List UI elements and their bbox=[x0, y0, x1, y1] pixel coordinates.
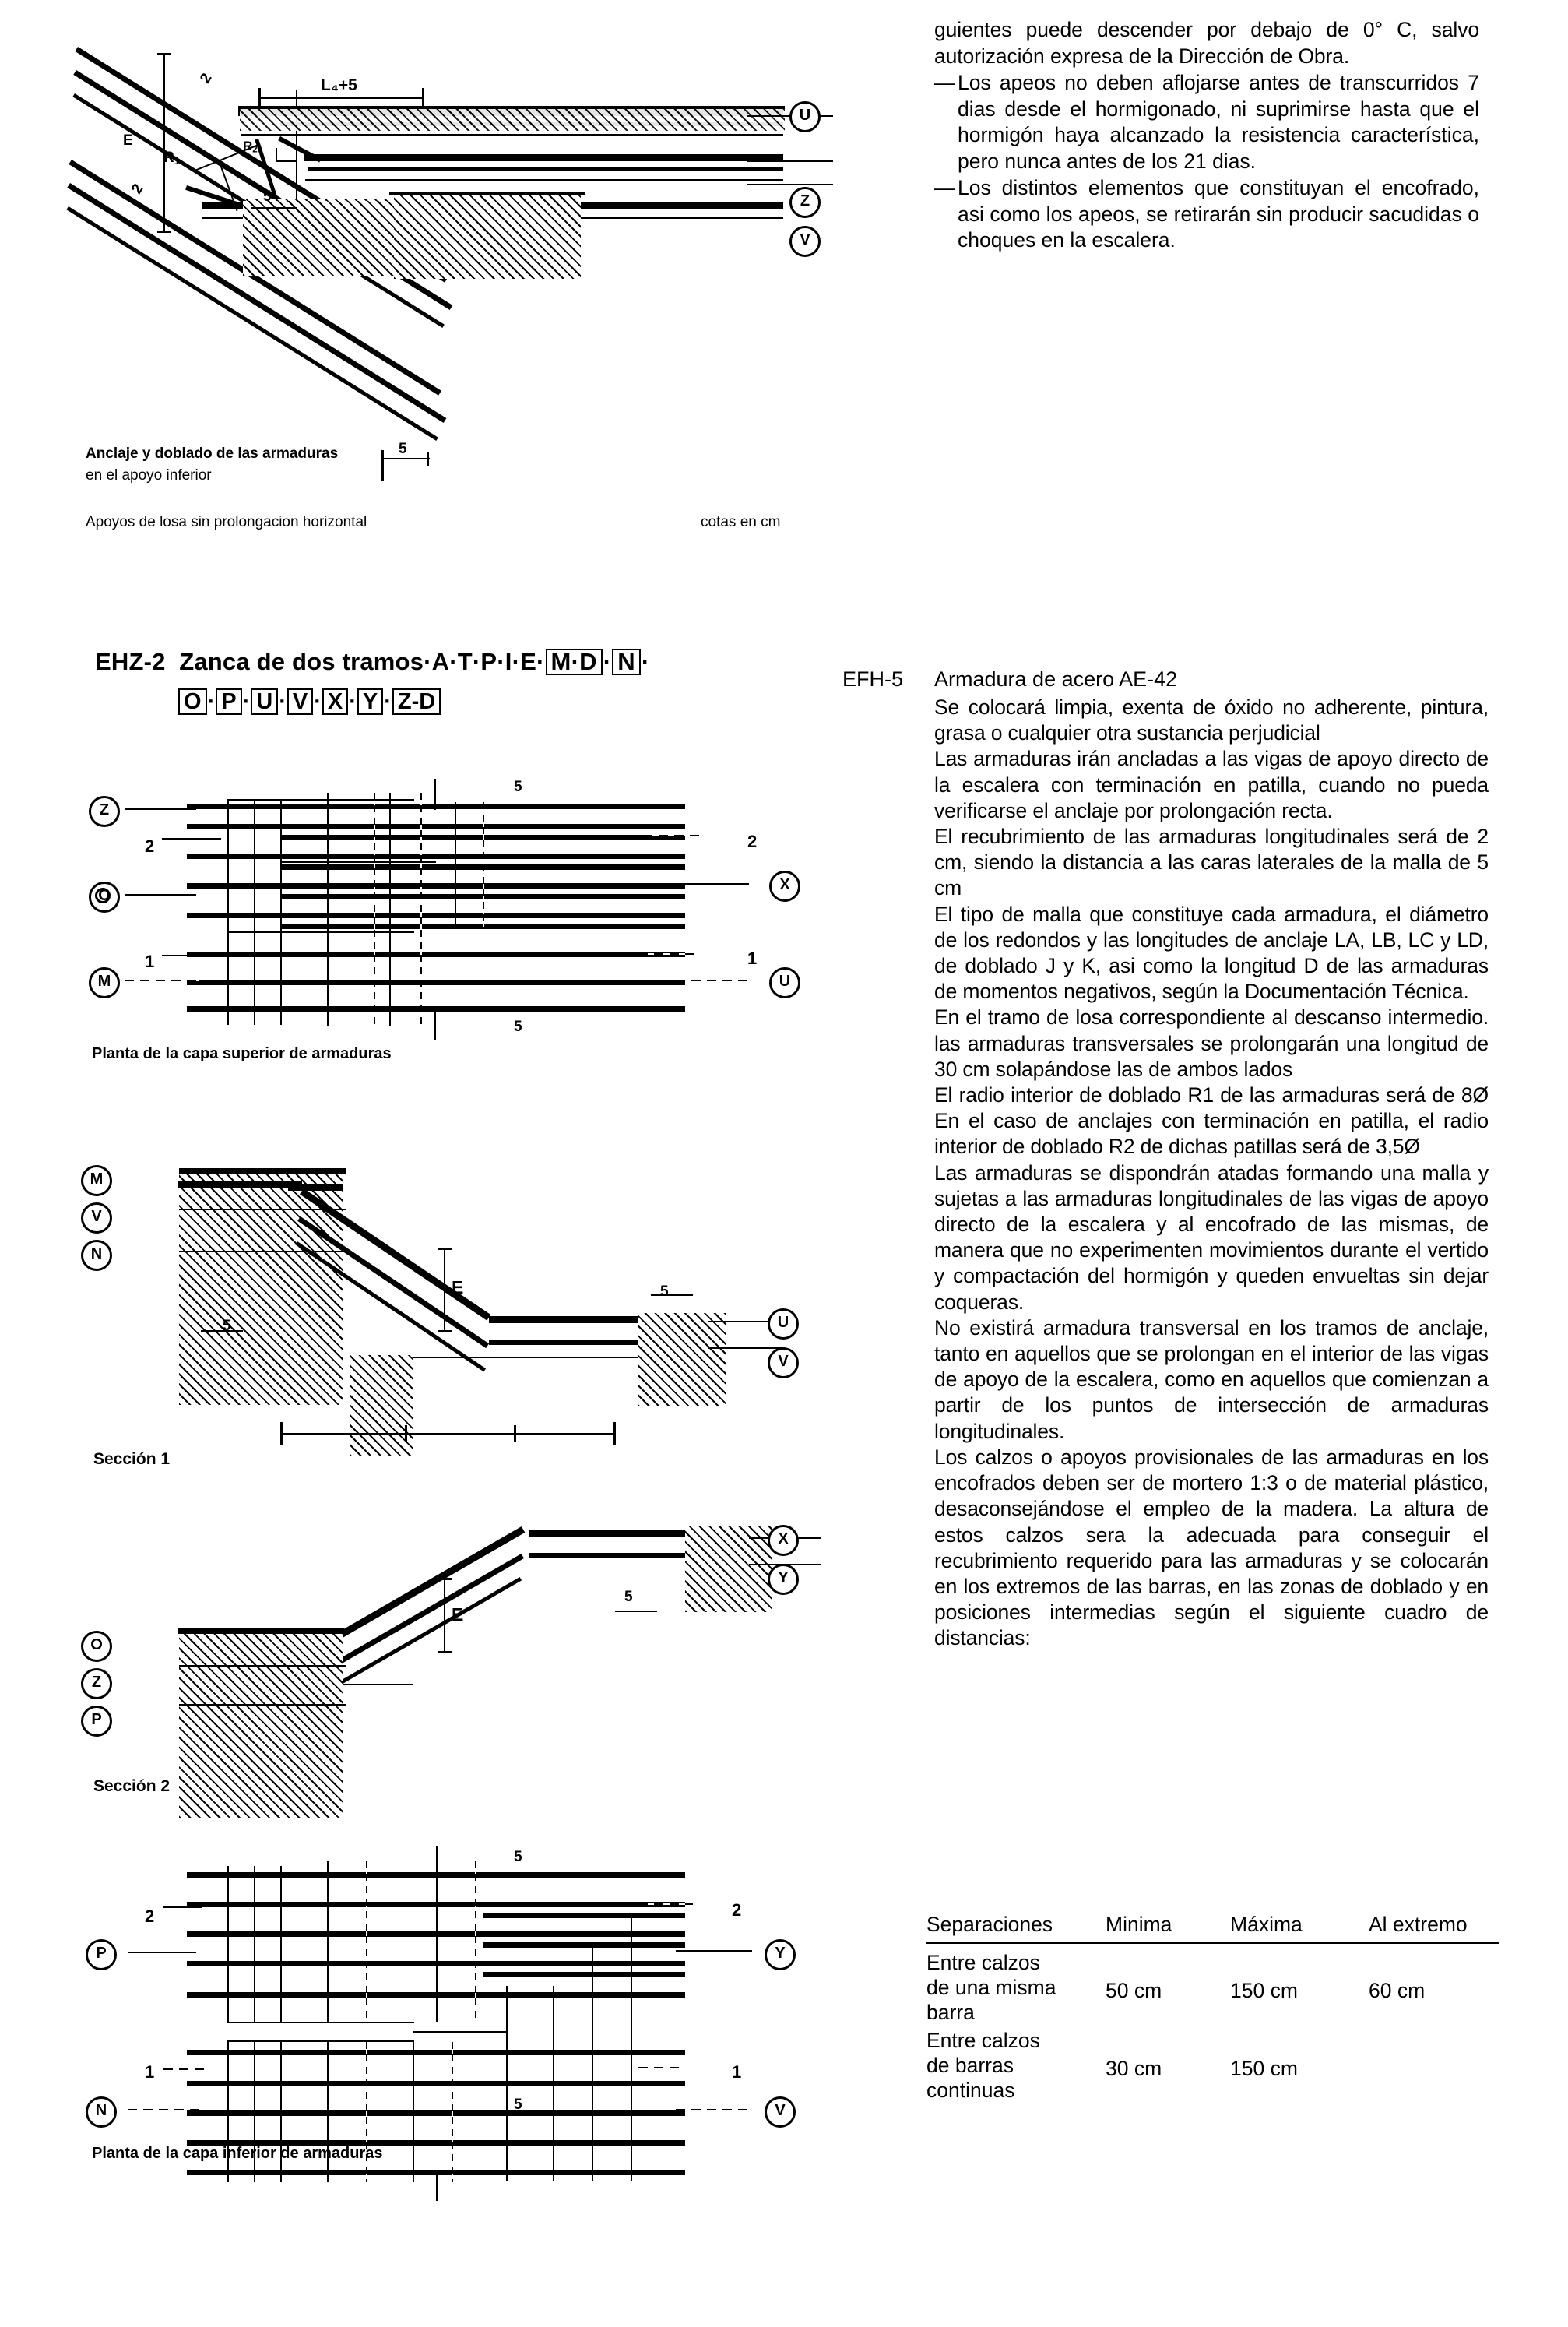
spec-body bbox=[934, 695, 1489, 1652]
caption-section-1: Sección 1 bbox=[93, 1450, 171, 1468]
table-rule bbox=[926, 1942, 1499, 1944]
marker-V-section1-right: V bbox=[768, 1347, 799, 1378]
spec-heading bbox=[842, 666, 1489, 692]
section-code: EHZ-2 bbox=[95, 648, 166, 675]
boxed-N: N bbox=[612, 649, 641, 675]
table-cell-minima: 30 cm bbox=[1106, 2057, 1162, 2080]
R1-subscript: 1 bbox=[174, 154, 180, 167]
label-line: Entre calzos bbox=[926, 2029, 1040, 2052]
table-row bbox=[926, 1950, 1518, 2025]
table-row bbox=[926, 2028, 1518, 2103]
caption-dim-5: 5 bbox=[399, 441, 407, 457]
table-header-separaciones: Separaciones bbox=[926, 1913, 1053, 1936]
caption-dim-rule bbox=[381, 458, 430, 459]
table-header-minima: Minima bbox=[1106, 1913, 1172, 1936]
support-top-edge bbox=[389, 192, 585, 195]
table-cell-minima: 50 cm bbox=[1106, 1979, 1162, 2002]
boxed-X: X bbox=[322, 688, 348, 715]
bullet-item bbox=[934, 70, 1479, 174]
plan-lower-number-1-right: 1 bbox=[732, 2062, 742, 2082]
bullet-item bbox=[934, 175, 1479, 254]
table-cell-al-extremo bbox=[1369, 2028, 1501, 2103]
spec-block bbox=[842, 666, 1489, 1652]
label-line: de una misma bbox=[926, 1976, 1056, 1999]
boxed-V: V bbox=[287, 688, 313, 715]
spec-paragraph: El recubrimiento de las armaduras longitudinales será de 2 cm, siendo la distancia a las caras laterales de la malla de 5 cm bbox=[934, 825, 1489, 900]
R2-subscript: 2 bbox=[252, 145, 258, 155]
dot-sep: · bbox=[603, 648, 612, 675]
section-2-label-E: E bbox=[452, 1604, 464, 1625]
label-line: barra bbox=[926, 2001, 975, 2024]
plan-upper-dim-5-bottom: 5 bbox=[514, 1019, 522, 1035]
boxed-U: U bbox=[251, 688, 278, 715]
section-1-label-E: E bbox=[452, 1277, 464, 1297]
dim-label-2-bottom: 2 bbox=[128, 181, 147, 197]
dim-label-span: L₄+5 bbox=[321, 76, 357, 94]
spec-paragraph: En el tramo de losa correspondiente al descanso intermedio. las armaduras transversales se prolongarán una longitud de 30 cm solapándose las de ambos lados bbox=[934, 1005, 1489, 1081]
boxed-Y: Y bbox=[357, 688, 383, 715]
lower-plan-drawing bbox=[93, 1869, 825, 2126]
marker-Z-plan-upper: Z bbox=[89, 796, 120, 827]
table-header-al-extremo: Al extremo bbox=[1369, 1913, 1468, 1936]
dim-label-5a: 5 bbox=[263, 188, 272, 205]
section-1-dim-5-right: 5 bbox=[660, 1283, 669, 1300]
marker-X-plan-upper: X bbox=[769, 871, 800, 902]
R2-letter: R bbox=[243, 139, 253, 153]
marker-Y-plan-lower: Y bbox=[765, 1939, 796, 1970]
dim-label-R1 bbox=[163, 150, 180, 167]
dot-b: · bbox=[242, 689, 251, 714]
plan-lower-number-2-right: 2 bbox=[732, 1900, 742, 1920]
marker-P-plan-lower: P bbox=[86, 1939, 117, 1970]
caption-plan-lower: Planta de la capa inferior de armaduras bbox=[92, 2145, 383, 2162]
boxed-P: P bbox=[216, 688, 241, 715]
dot-e: · bbox=[349, 689, 357, 714]
marker-M-plan-upper: M bbox=[89, 967, 120, 998]
upper-plan-drawing bbox=[93, 787, 825, 1036]
caption-plan-upper: Planta de la capa superior de armaduras bbox=[92, 1045, 392, 1062]
marker-N-section1: N bbox=[81, 1240, 112, 1271]
table-row-label bbox=[926, 2028, 1106, 2103]
dot-c: · bbox=[279, 689, 287, 714]
spec-paragraph: El radio interior de doblado R1 de las armaduras será de 8Ø En el caso de anclajes con terminación en patilla, el radio interior de doblado R2 de dichas patillas será de 3,5Ø bbox=[934, 1083, 1489, 1159]
plan-lower-dim-5-top: 5 bbox=[514, 1849, 522, 1865]
section-2-drawing bbox=[93, 1519, 825, 1830]
marker-P-section2: P bbox=[81, 1706, 112, 1737]
spec-paragraph: El tipo de malla que constituye cada armadura, el diámetro de los redondos y las longitudes de anclaje LA, LB, LC y LD, de doblado J y K, asi como la longitud D de las armaduras de momentos negativos, según la Documentación Técnica. bbox=[934, 902, 1489, 1004]
boxed-ZD: Z-D bbox=[392, 688, 441, 715]
marker-Z-top: Z bbox=[789, 187, 821, 218]
caption-section-2: Sección 2 bbox=[93, 1777, 171, 1795]
label-line: de barras bbox=[926, 2054, 1014, 2077]
bullet-text: Los apeos no deben aflojarse antes de transcurridos 7 dias desde el hormigonado, ni suprimirse hasta que el hormigón haya alcanzado la resistencia característica, pero nunca antes de los 21 dias. bbox=[958, 71, 1479, 173]
table-cell-al-extremo: 60 cm bbox=[1369, 1979, 1426, 2002]
section-2-dim-5-right: 5 bbox=[624, 1589, 633, 1605]
dot-a: · bbox=[207, 689, 216, 714]
marker-Z-section2: Z bbox=[81, 1668, 112, 1699]
dot-d: · bbox=[314, 689, 322, 714]
dim-label-R2 bbox=[243, 139, 258, 155]
plan-lower-dim-5-bottom: 5 bbox=[514, 2096, 522, 2113]
distances-table bbox=[926, 1912, 1518, 2106]
caption-units: cotas en cm bbox=[701, 514, 781, 530]
spec-paragraph: No existirá armadura transversal en los tramos de anclaje, tanto en aquellos que se prolongan en el interior de las vigas de apoyo de la escalera, como en aquellos que comienzan a partir de los puntos de intersección de armaduras longitudinales. bbox=[934, 1315, 1489, 1443]
marker-X-section2: X bbox=[768, 1525, 799, 1556]
dot-sep2: · bbox=[641, 648, 650, 675]
marker-V-section1: V bbox=[81, 1202, 112, 1234]
section-heading-line2 bbox=[178, 688, 441, 715]
spec-code: EFH-5 bbox=[842, 667, 904, 691]
section-1-drawing bbox=[93, 1160, 825, 1472]
table-cell-maxima: 150 cm bbox=[1230, 1979, 1298, 2002]
marker-O-section2: O bbox=[81, 1631, 112, 1662]
section-heading-line1 bbox=[95, 648, 649, 676]
caption-anchorage-line2: en el apoyo inferior bbox=[86, 467, 212, 484]
hatch-support-mass bbox=[394, 195, 581, 279]
marker-U-top: U bbox=[789, 101, 821, 132]
table-row-label bbox=[926, 1950, 1106, 2025]
marker-N-plan-lower: N bbox=[86, 2096, 117, 2128]
caption-dim-tick-right bbox=[427, 452, 429, 466]
top-right-text-block bbox=[934, 17, 1479, 254]
marker-M-section1: M bbox=[81, 1165, 112, 1196]
spec-paragraph: Los calzos o apoyos provisionales de las armaduras en los encofrados deben ser de mortero 1:3 o de material plástico, desaconsejándose el empleo de la madera. La altura de estos calzos sera la adecuada para conseguir el recubrimiento requerido para las armaduras y se colocarán en los extremos de las barras, en las zonas de doblado y en posiciones intermedias según el siguiente cuadro de distancias: bbox=[934, 1445, 1489, 1650]
plan-lower-number-1-left: 1 bbox=[145, 2062, 155, 2082]
table-header-maxima: Máxima bbox=[1230, 1913, 1303, 1936]
marker-Y-section2: Y bbox=[768, 1564, 799, 1595]
marker-V-top: V bbox=[789, 226, 821, 257]
marker-U-plan-upper: U bbox=[769, 967, 800, 998]
plan-upper-number-1-left: 1 bbox=[145, 952, 155, 971]
caption-dim-tick-left bbox=[381, 450, 384, 481]
boxed-O: O bbox=[178, 688, 207, 715]
spec-paragraph: Se colocará limpia, exenta de óxido no adherente, pintura, grasa o cualquier otra sustancia perjudicial bbox=[934, 695, 1489, 745]
boxed-MD: M·D bbox=[546, 649, 603, 675]
dim-label-E: E bbox=[123, 132, 133, 149]
label-line: Entre calzos bbox=[926, 1951, 1040, 1974]
spec-title: Armadura de acero AE-42 bbox=[934, 667, 1178, 691]
spec-paragraph: Las armaduras se dispondrán atadas formando una malla y sujetas a las armaduras longitudinales de las vigas de apoyo directo de la escalera y al encofrado de las mismas, de manera que no experimenten movimientos durante el vertido y compactación del hormigón y queden envueltas sin dejar coqueras. bbox=[934, 1160, 1489, 1314]
caption-anchorage-line1: Anclaje y doblado de las armaduras bbox=[86, 445, 339, 462]
marker-V-plan-lower: V bbox=[765, 2096, 796, 2128]
plan-upper-number-2-right: 2 bbox=[747, 832, 758, 851]
plan-upper-number-2-left: 2 bbox=[145, 836, 155, 856]
section-1-dim-5-left: 5 bbox=[223, 1318, 231, 1334]
continuation-paragraph: guientes puede descender por debajo de 0° C, salvo autorización expresa de la Dirección de Obra. bbox=[934, 18, 1479, 68]
marker-U-section1: U bbox=[768, 1308, 799, 1340]
bullet-dash-icon: — bbox=[934, 71, 955, 94]
bullet-text: Los distintos elementos que constituyan el encofrado, asi como los apeos, se retirarán sin producir sacudidas o choques en la escalera. bbox=[958, 176, 1479, 252]
dot-f: · bbox=[384, 689, 392, 714]
caption-support-note: Apoyos de losa sin prolongacion horizontal bbox=[86, 514, 367, 530]
plan-lower-number-2-left: 2 bbox=[145, 1906, 155, 1926]
dim-label-2-top: 2 bbox=[197, 70, 216, 86]
marker-O-plan-upper: O bbox=[89, 882, 120, 913]
label-line: continuas bbox=[926, 2079, 1015, 2102]
spec-paragraph: Las armaduras irán ancladas a las vigas de apoyo directo de la escalera con terminación en patilla, cuando no pueda verificarse el anclaje por prolongación recta. bbox=[934, 747, 1489, 822]
R1-letter: R bbox=[163, 150, 174, 166]
plan-upper-number-1-right: 1 bbox=[747, 949, 758, 968]
table-header-row bbox=[926, 1912, 1518, 1942]
plan-upper-dim-5-top: 5 bbox=[514, 779, 522, 795]
bullet-dash-icon: — bbox=[934, 176, 955, 199]
table-cell-maxima: 150 cm bbox=[1230, 2057, 1298, 2080]
section-title: Zanca de dos tramos·A·T·P·I·E· bbox=[179, 648, 545, 675]
